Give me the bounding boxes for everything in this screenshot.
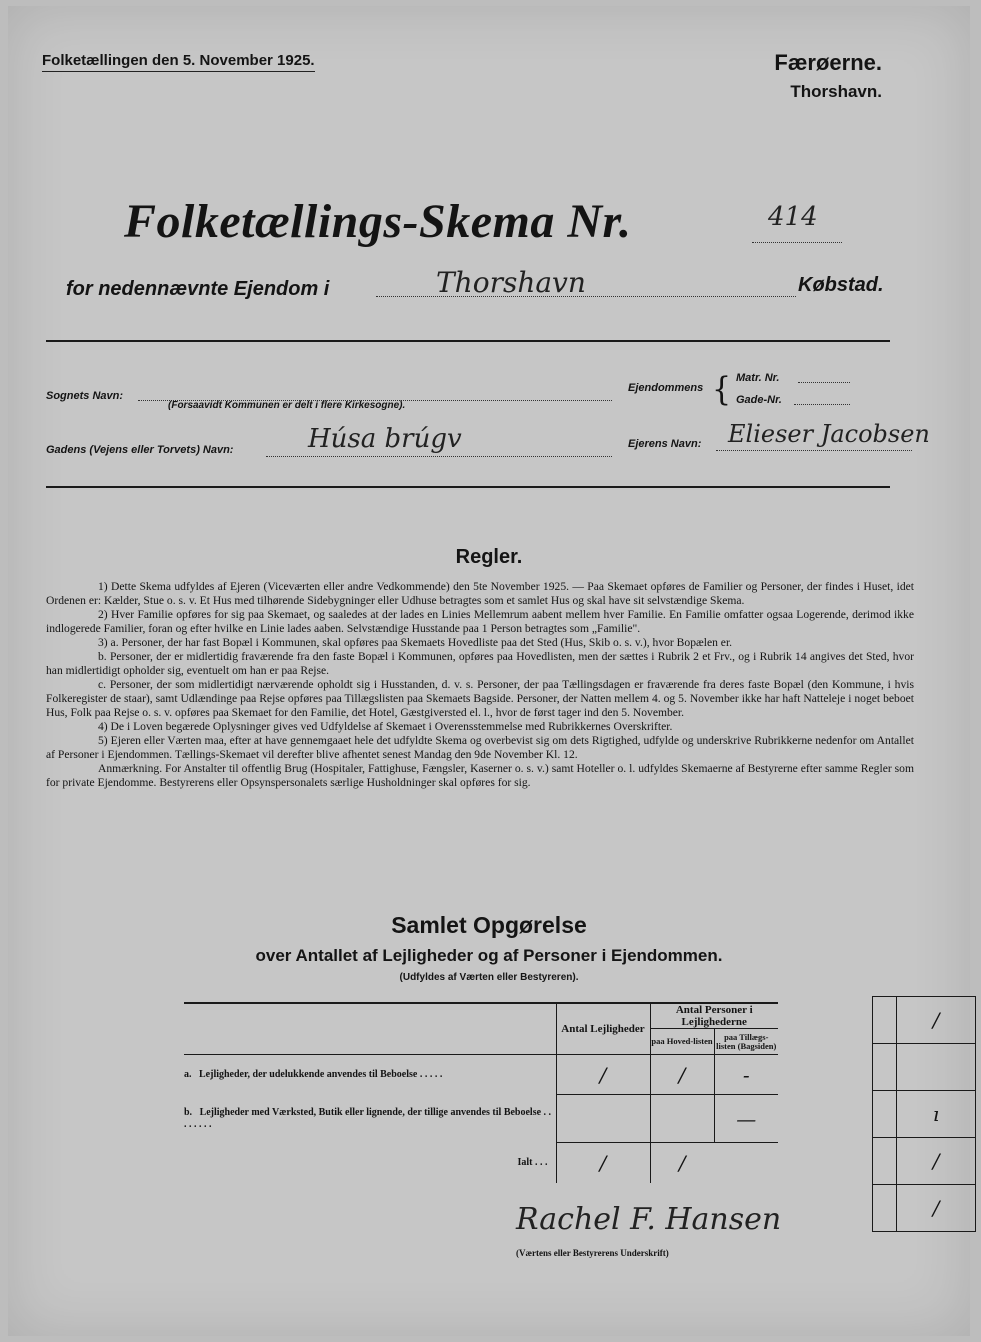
form-title: Folketællings-Skema Nr. <box>124 195 632 248</box>
street-line <box>266 456 612 457</box>
row-b-text: Lejligheder med Værksted, Butik eller lignende, der tillige anvendes til Beboelse <box>199 1106 542 1118</box>
region-header: Færøerne. <box>774 50 882 75</box>
row-a-apartments: / <box>556 1055 650 1095</box>
row-a-supplement: - <box>714 1055 778 1095</box>
form-number: 414 <box>768 202 818 232</box>
total-supplement <box>714 1143 778 1183</box>
gade-nr-label: Gade-Nr. <box>736 394 782 406</box>
row-a-letter: a. <box>184 1068 192 1080</box>
owner-value: Elieser Jacobsen <box>728 420 930 448</box>
table-row <box>184 1055 778 1095</box>
rule-annotation: Anmærkning. For Anstalter til offentlig Brug (Hospitaler, Fattighuse, Fængsler, Kaserner o. s. v.) samt Hoteller o. l. udfyldes Skemaerne af Bestyrerne efter samme Regler som for private Ejendomme. Bestyrerens eller Opsynspersonalets særlige Husholdninger skal opføres for sig. <box>46 762 914 789</box>
row-a-main: / <box>650 1055 714 1095</box>
town-header: Thorshavn. <box>790 82 882 101</box>
property-suffix: Købstad. <box>798 274 884 296</box>
row-b-letter: b. <box>184 1106 193 1118</box>
signature-caption: (Værtens eller Bestyrerens Underskrift) <box>516 1248 669 1258</box>
side-grid-cell <box>873 1138 897 1185</box>
street-label: Gadens (Vejens eller Torvets) Navn: <box>46 444 234 456</box>
side-grid-cell: ı <box>897 1091 976 1138</box>
street-value: Húsa brúgv <box>308 424 462 454</box>
property-label: for nedennævnte Ejendom i <box>66 278 330 300</box>
col-header-persons: Antal Personer i Lejlighederne <box>650 1003 778 1029</box>
divider-middle <box>46 486 890 488</box>
rule-paragraph-3b: b. Personer, der er midlertidig fraværende fra den faste Bopæl i Kommunen, opføres paa Hovedlisten, men der sættes i Rubrik 2 et Frv., og i Rubrik 14 angives det Sted, hvor han midlertidigt opholder sig, eventuelt om han er paa Rejse. <box>46 650 914 677</box>
matr-label: Matr. Nr. <box>736 372 780 384</box>
side-grid-cell <box>873 997 897 1044</box>
rules-heading: Regler. <box>455 546 523 568</box>
rule-paragraph-5: 5) Ejeren eller Værten maa, efter at have gennemgaaet hele det udfyldte Skema og overbevist sig om dets Rigtighed, udfylde og underskrive Rubrikkerne nedenfor om Antallet af Personer i Ejendommen. Tællings-Skemaet vil derefter blive afhentet senest Mandag den 9de November Kl. 12. <box>46 734 914 761</box>
owner-line <box>716 450 912 451</box>
summary-table <box>184 1002 778 1183</box>
col-header-supplement-list: paa Tillægs-listen (Bagsiden) <box>714 1029 778 1055</box>
row-b-supplement: — <box>714 1095 778 1143</box>
census-date-header: Folketællingen den 5. November 1925. <box>42 52 315 72</box>
sogn-note: (Forsaavidt Kommunen er delt i flere Kirkesogne). <box>168 400 406 411</box>
rule-paragraph-3c: c. Personer, der som midlertidigt nærværende opholdt sig i Husstanden, d. v. s. Personer, der paa Tællingsdagen er fraværende fra deres faste Bopæl (den Kommune, i hvis Folkeregister de staar), samt Udlændinge paa Rejse opføres paa Tillægslisten paa Skemaets Bagside. Personer, der Natten mellem 4. og 5. November ikke har haft Natteleje i noget beboet Hus, Folk paa Rejse o. s. v. opføres paa Skemaet for den Familie, det Hotel, Gæstgiversted el. l., hvor de først tager ind den 5. November. <box>46 678 914 719</box>
total-label: Ialt . . . <box>517 1156 548 1168</box>
rule-paragraph-3a: 3) a. Personer, der har fast Bopæl i Kommunen, skal opføres paa Skemaets Hovedliste paa det Sted (Hus, Skib o. s. v.), hvor Bopælen er. <box>98 636 733 649</box>
sogn-label: Sognets Navn: <box>46 390 124 402</box>
side-grid-cell: / <box>897 1185 976 1232</box>
matr-line <box>798 382 850 383</box>
property-town-value: Thorshavn <box>436 266 586 299</box>
census-form-sheet <box>8 6 970 1336</box>
signature: Rachel F. Hansen <box>516 1202 782 1237</box>
row-a-label: a. Lejligheder, der udelukkende anvendes til Beboelse . . . . . <box>184 1068 443 1080</box>
gade-nr-line <box>794 404 850 405</box>
summary-header-blank <box>184 1003 556 1055</box>
side-grid-cell <box>873 1044 897 1091</box>
row-b-main <box>650 1095 714 1143</box>
form-number-line <box>752 242 842 243</box>
ejendom-label: Ejendommens <box>628 382 704 394</box>
summary-note: (Udfyldes af Værten eller Bestyreren). <box>399 972 579 983</box>
side-grid-cell <box>873 1185 897 1232</box>
owner-label: Ejerens Navn: <box>628 438 702 450</box>
summary-subheading: over Antallet af Lejligheder og af Personer i Ejendommen. <box>255 946 723 965</box>
total-apartments: / <box>556 1143 650 1183</box>
divider-top <box>46 340 890 342</box>
row-b-label: b. Lejligheder med Værksted, Butik eller lignende, der tillige anvendes til Beboelse . . . . . . . . <box>184 1106 552 1130</box>
table-row <box>184 1095 778 1143</box>
table-row <box>184 1143 778 1183</box>
side-grid-cell: / <box>897 1138 976 1185</box>
side-grid-cell: / <box>897 997 976 1044</box>
brace-icon: { <box>712 370 732 409</box>
total-main: / <box>650 1143 714 1183</box>
side-grid-cell <box>873 1091 897 1138</box>
summary-heading: Samlet Opgørelse <box>391 912 587 938</box>
col-header-apartments: Antal Lejligheder <box>556 1003 650 1055</box>
rules-text <box>46 580 914 790</box>
col-header-main-list: paa Hoved-listen <box>650 1029 714 1055</box>
rule-paragraph-2: 2) Hver Familie opføres for sig paa Skemaet, og saaledes at der lades en Linies Mellemrum aabent mellem hver Familie. En Familie omfatter ogsaa Logerende, derimod ikke indlogerede Familier, foran og efter hvilke en Linie lades aaben. Selvstændige Husstande paa 1 Person betragtes som „Familie". <box>46 608 914 635</box>
row-a-text: Lejligheder, der udelukkende anvendes til Beboelse <box>199 1068 418 1080</box>
rule-paragraph-1: 1) Dette Skema udfyldes af Ejeren (Viceværten eller andre Vedkommende) den 5te November 1925. — Paa Skemaet opføres de Familier og Personer, der findes i Huset, idet Ordenen er: Kælder, Stue o. s. v. Et Hus med tilhørende Sidebygninger eller Udhuse betragtes som et samlet Hus og skal have sit selvstændige Skema. <box>46 580 914 607</box>
row-b-apartments <box>556 1095 650 1143</box>
side-grid <box>872 996 976 1232</box>
rule-paragraph-4: 4) De i Loven begærede Oplysninger gives ved Udfyldelse af Skemaet i Overensstemmelse med Rubrikkernes Overskrifter. <box>98 720 673 733</box>
property-town-line <box>376 296 796 297</box>
side-grid-cell <box>897 1044 976 1091</box>
